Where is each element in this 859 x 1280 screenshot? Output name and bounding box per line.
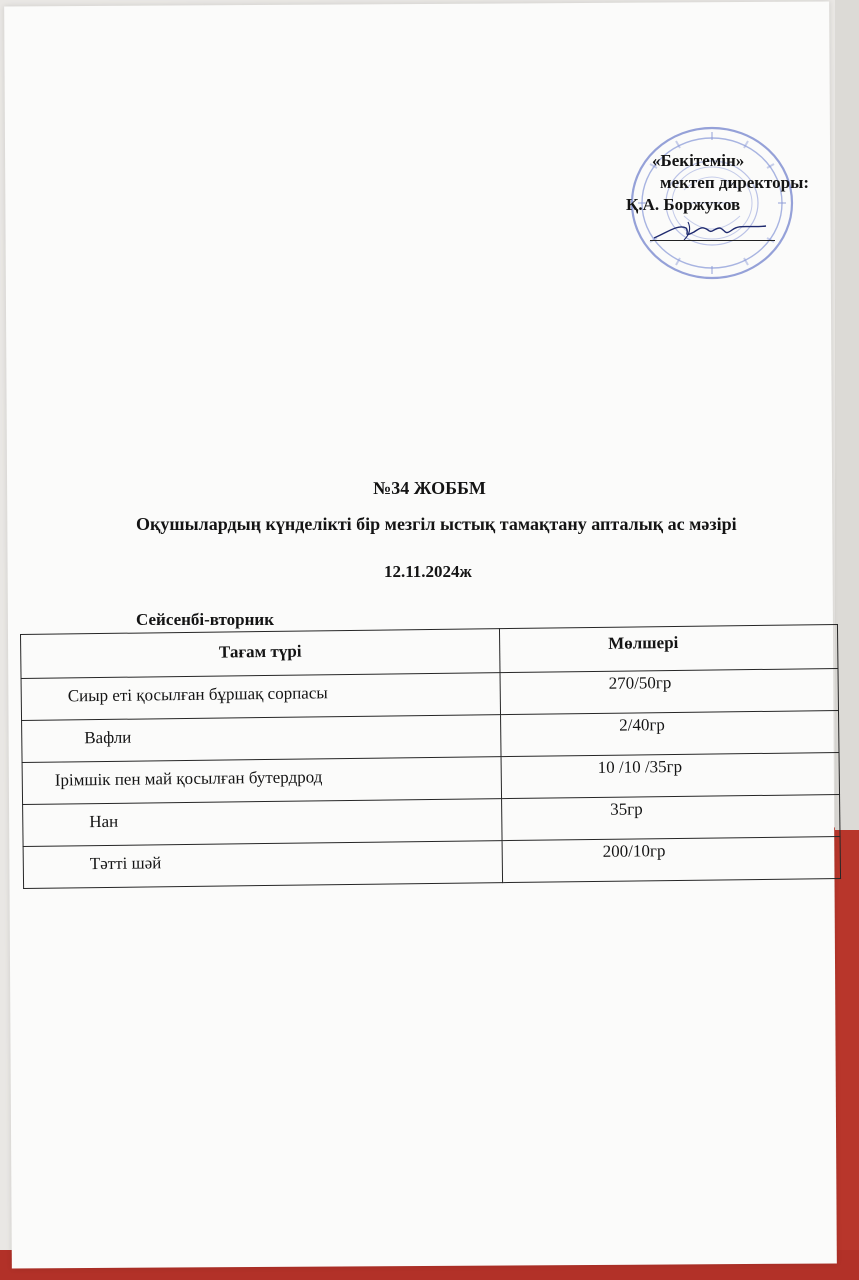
dish-amount: 270/50гр <box>500 669 838 715</box>
dish-amount: 10 /10 /35гр <box>501 753 839 799</box>
dish-name: Ірімшік пен май қосылған бутердрод <box>22 757 501 805</box>
signature-icon <box>648 218 778 242</box>
menu-date: 12.11.2024ж <box>384 562 472 581</box>
approval-position: мектеп директоры: <box>660 173 810 192</box>
approval-heading: «Бекітемін» <box>652 151 745 170</box>
approval-name: Қ.А. Боржуков <box>626 195 741 214</box>
dish-amount: 200/10гр <box>502 836 840 882</box>
dish-amount: 35гр <box>502 794 840 840</box>
dish-name: Тәтті шәй <box>23 841 502 889</box>
menu-day: Сейсенбі-вторник <box>136 610 275 629</box>
dish-amount: 2/40гр <box>501 711 839 757</box>
header-amount: Мөлшері <box>499 625 838 673</box>
approval-block <box>618 150 848 216</box>
dish-name: Нан <box>23 799 502 847</box>
signature-line <box>650 240 775 241</box>
dish-name: Сиыр еті қосылған бұршақ сорпасы <box>21 673 500 721</box>
menu-heading: Оқушылардың күнделікті бір мезгіл ыстық тамақтану апталық ас мәзірі <box>136 514 737 534</box>
header-dish: Тағам түрі <box>21 629 501 679</box>
school-title: №34 ЖОББМ <box>373 478 486 498</box>
dish-name: Вафли <box>22 715 501 763</box>
table-row <box>23 836 840 888</box>
menu-table <box>20 624 841 910</box>
